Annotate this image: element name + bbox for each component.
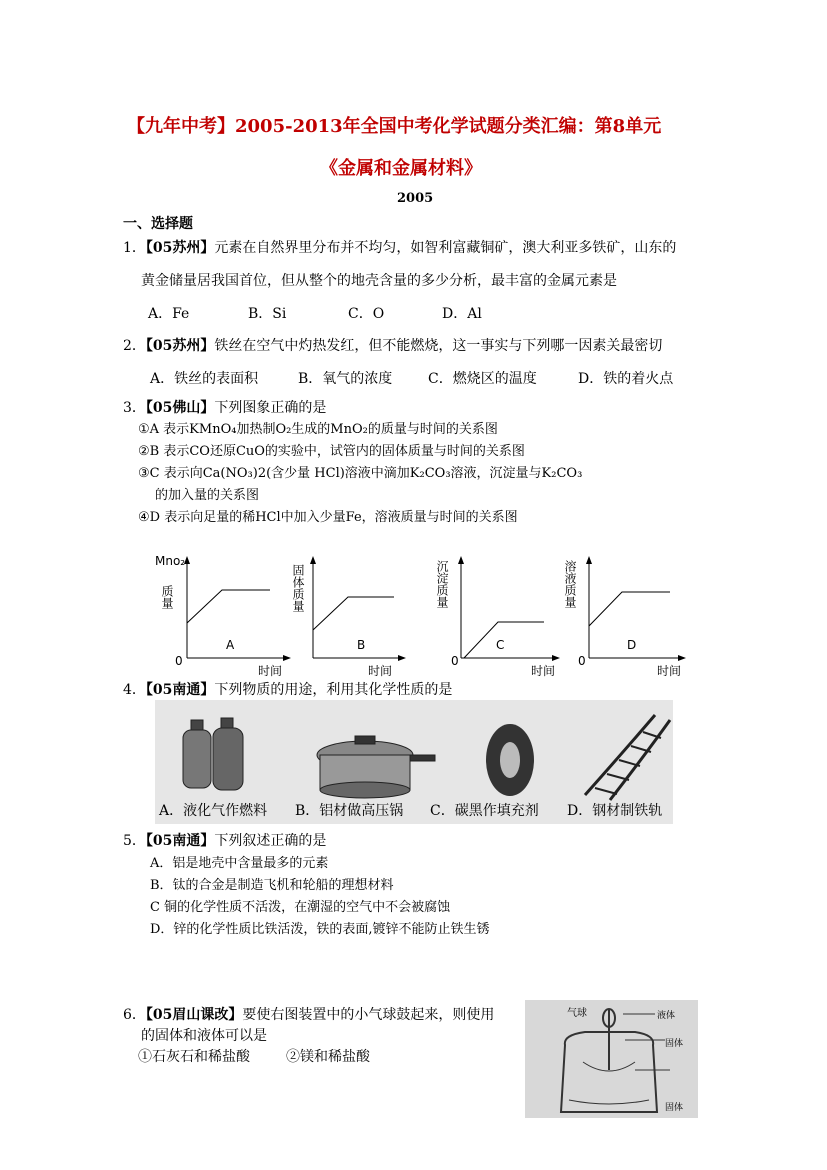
caption-b: B．铝材做高压锅 [295, 803, 404, 819]
q5-option-d: D．锌的化学性质比铁活泼，铁的表面,镀锌不能防止铁生锈 [150, 922, 490, 937]
question-1 [123, 237, 676, 257]
question-4 [123, 679, 452, 699]
question-number: 3． [123, 400, 146, 416]
question-source-tag: 【05眉山课改】 [145, 1007, 243, 1023]
y-axis-arrow [586, 556, 592, 564]
doc-title-line2: 《金属和金属材料》 [320, 158, 482, 179]
graph-a [155, 554, 291, 678]
question-6-line2: 的固体和液体可以是 [141, 1028, 267, 1044]
option-d: D．铁的着火点 [578, 371, 674, 387]
x-axis-arrow [398, 655, 406, 661]
x-axis-arrow [678, 655, 686, 661]
q5-option-c: C 铜的化学性质不活泼，在潮湿的空气中不会被腐蚀 [150, 900, 451, 915]
question-number: 1． [123, 240, 146, 256]
q4-photo-strip [155, 700, 673, 824]
graph-ylabel: 沉淀质量 [435, 560, 449, 608]
question-text: 下列物质的用途，利用其化学性质的是 [214, 682, 453, 698]
doc-title-line1: 【九年中考】2005-2013年全国中考化学试题分类汇编：第8单元 [127, 116, 662, 137]
caption-c: C．碳黑作填充剂 [430, 803, 539, 819]
pressure-cooker-icon [317, 736, 435, 798]
graph-letter: B [357, 638, 366, 652]
question-5 [123, 830, 326, 850]
x-axis-arrow [283, 655, 291, 661]
question-number: 6． [123, 1007, 146, 1023]
graph-ylabel: 溶液质量 [563, 560, 577, 608]
caption-d: D．钢材制铁轨 [567, 803, 663, 819]
option-b: B．氧气的浓度 [298, 371, 393, 387]
q3-item-3-cont: 的加入量的关系图 [155, 488, 260, 503]
graph-line [589, 592, 670, 626]
question-text: 元素在自然界里分布并不均匀，如智利富藏铜矿，澳大利亚多铁矿，山东的 [214, 240, 677, 256]
question-2 [123, 335, 662, 355]
graph-xlabel: 时间 [258, 664, 283, 678]
graph-letter: C [496, 638, 505, 652]
section-heading: 一、选择题 [123, 216, 193, 232]
graph-letter: D [627, 638, 637, 652]
graph-letter: A [226, 638, 235, 652]
question-source-tag: 【05南通】 [145, 833, 215, 849]
railway-track-icon [585, 715, 670, 800]
graph-line [187, 590, 270, 623]
tire-icon [486, 724, 534, 796]
year-heading: 2005 [397, 191, 434, 206]
q5-option-b: B．钛的合金是制造飞机和轮船的理想材料 [150, 878, 394, 893]
q3-item-1: ①A 表示KMnO₄加热制O₂生成的MnO₂的质量与时间的关系图 [138, 422, 498, 437]
graph-origin: 0 [578, 654, 586, 668]
option-c: C．燃烧区的温度 [428, 371, 537, 387]
graph-ylabel: 固体质量 [291, 564, 305, 612]
q3-item-3: ③C 表示向Ca(NO₃)2(含少量 HCl)溶液中滴加K₂CO₃溶液，沉淀量与K₂CO₃ [138, 466, 583, 481]
option-2: ②镁和稀盐酸 [286, 1049, 370, 1065]
q6-apparatus-figure [525, 1000, 698, 1118]
question-1-line2: 黄金储量居我国首位，但从整个的地壳含量的多少分析，最丰富的金属元素是 [141, 273, 617, 289]
option-a: A．铁丝的表面积 [150, 371, 259, 387]
graph-origin: 0 [175, 654, 183, 668]
y-axis-arrow [310, 556, 316, 564]
y-axis-arrow [458, 556, 464, 564]
graph-xlabel: 时间 [531, 664, 556, 678]
figure-label-solid: 固体 [665, 1039, 684, 1049]
question-number: 5． [123, 833, 146, 849]
q5-option-a: A．铝是地壳中含量最多的元素 [150, 856, 329, 871]
question-number: 4． [123, 682, 146, 698]
graph-ylabel: 质量 [160, 585, 174, 609]
graph-line [313, 597, 394, 630]
option-a: A．Fe [148, 306, 190, 322]
graph-b [291, 556, 406, 678]
question-number: 2． [123, 338, 146, 354]
option-d: D．Al [442, 306, 482, 322]
question-text: 下列图象正确的是 [214, 400, 327, 416]
gas-cylinder-icon [183, 718, 243, 790]
caption-a: A．液化气作燃料 [159, 803, 268, 819]
question-text: 铁丝在空气中灼热发红，但不能燃烧，这一事实与下列哪一因素关最密切 [214, 338, 663, 354]
question-source-tag: 【05苏州】 [145, 338, 215, 354]
option-c: C．O [348, 306, 385, 322]
graph-xlabel: 时间 [368, 664, 393, 678]
graph-d [563, 556, 686, 678]
option-1: ①石灰石和稀盐酸 [138, 1049, 250, 1065]
q3-item-4: ④D 表示向足量的稀HCl中加入少量Fe，溶液质量与时间的关系图 [138, 510, 518, 525]
question-3 [123, 397, 326, 417]
figure-label-liquid: 液体 [657, 1011, 676, 1021]
graph-ylabel-top: Mno₂ [155, 554, 186, 568]
question-text: 下列叙述正确的是 [214, 833, 327, 849]
question-source-tag: 【05佛山】 [145, 400, 215, 416]
graph-c [435, 556, 560, 678]
question-source-tag: 【05南通】 [145, 682, 215, 698]
q3-graphs [150, 550, 827, 680]
figure-label-solid-bottom: 固体 [665, 1103, 684, 1113]
graph-origin: 0 [451, 654, 459, 668]
x-axis-arrow [552, 655, 560, 661]
graph-xlabel: 时间 [657, 664, 682, 678]
question-text: 要使右图装置中的小气球鼓起来，则使用 [242, 1007, 495, 1023]
question-source-tag: 【05苏州】 [145, 240, 215, 256]
option-b: B．Si [248, 306, 287, 322]
q3-item-2: ②B 表示CO还原CuO的实验中，试管内的固体质量与时间的关系图 [138, 444, 525, 459]
question-6 [123, 1004, 494, 1024]
figure-label-balloon: 气球 [567, 1008, 587, 1019]
